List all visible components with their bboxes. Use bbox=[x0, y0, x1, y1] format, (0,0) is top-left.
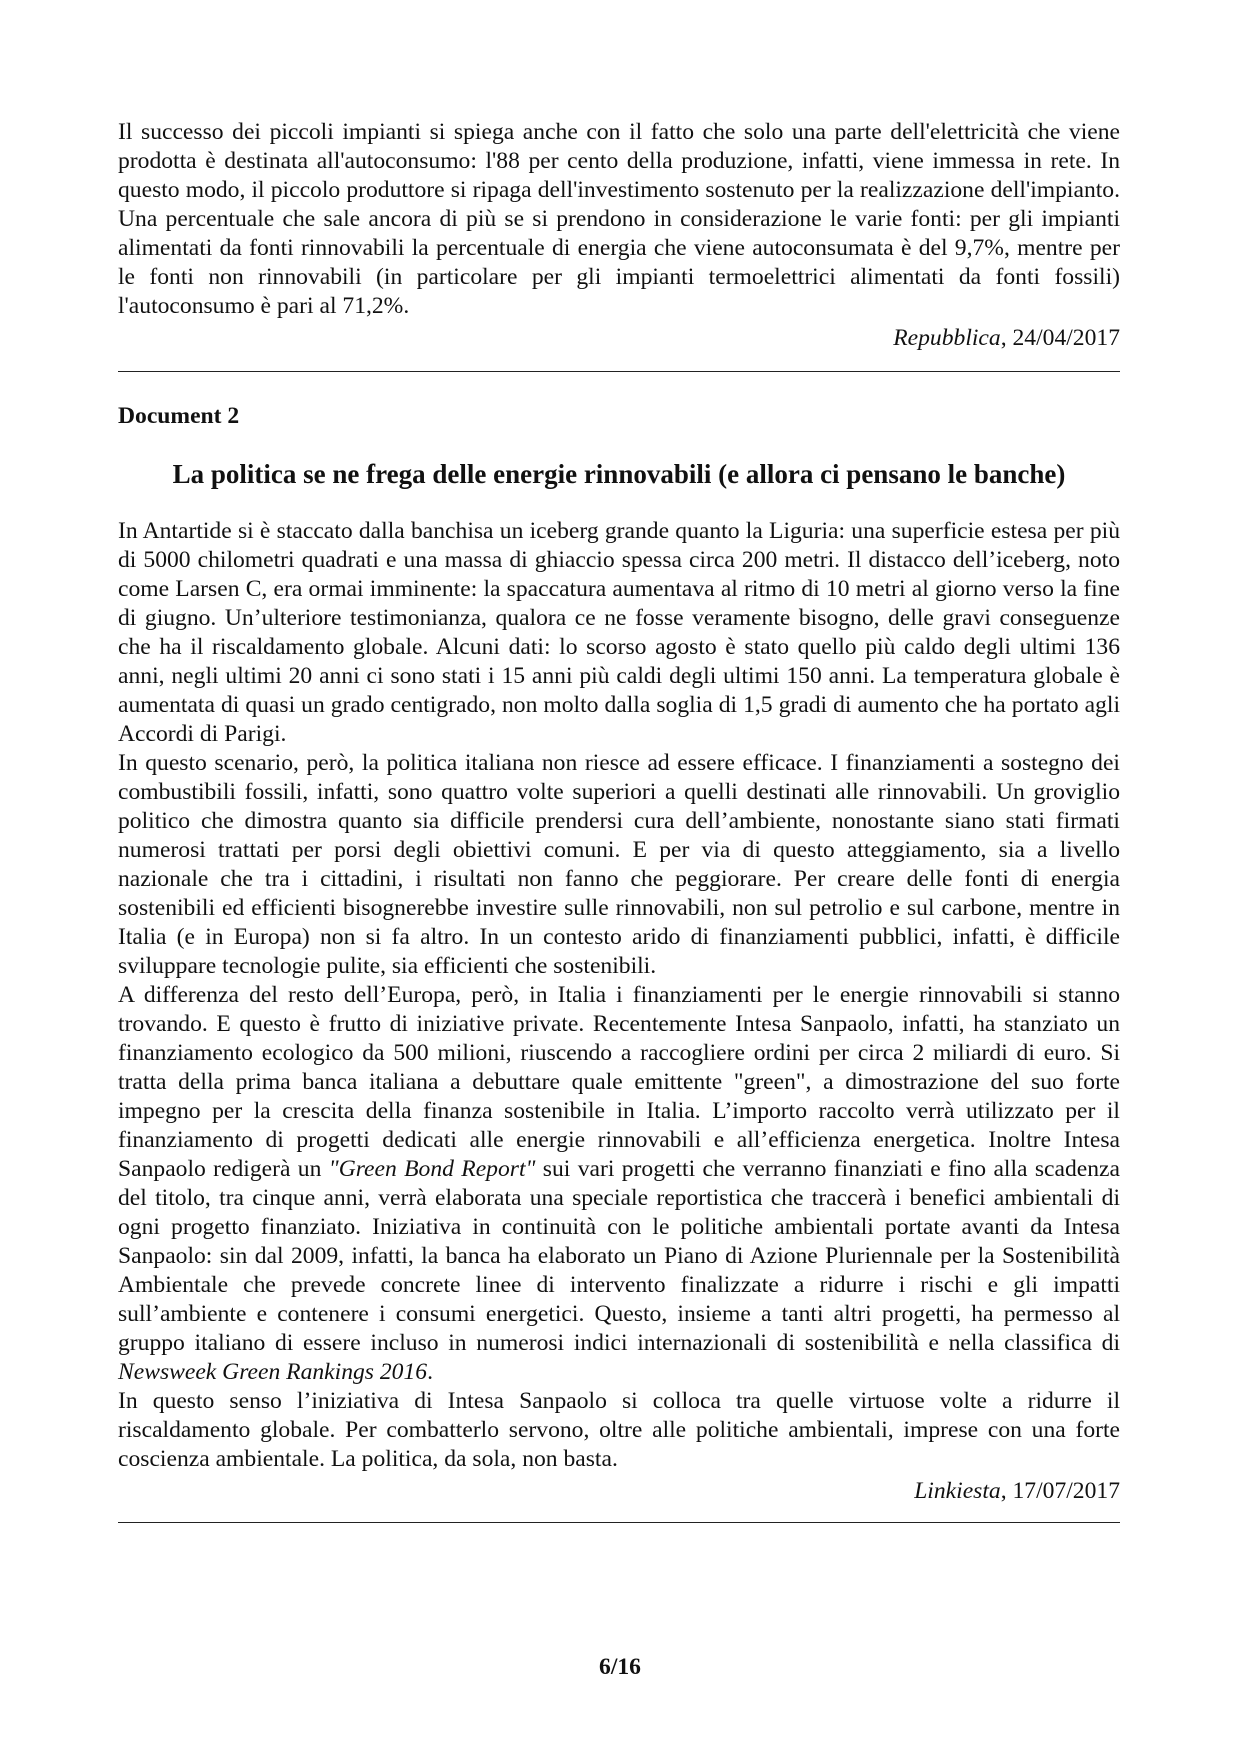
green-bond-report-title: "Green Bond Report" bbox=[328, 1156, 536, 1182]
doc2-paragraph-1: In Antartide si è staccato dalla banchisa un iceberg grande quanto la Liguria: una superficie estesa per più di 5000 chilometri quadrati e una massa di ghiaccio spessa circa 200 metri. Il distacco dell’iceberg, noto come Larsen C, era ormai imminente: la spaccatura aumentava al ritmo di 10 metri al giorno verso la fine di giugno. Un’ulteriore testimonianza, qualora ce ne fosse veramente bisogno, delle gravi conseguenze che ha il riscaldamento globale. Alcuni dati: lo scorso agosto è stato quello più caldo degli ultimi 136 anni, negli ultimi 20 anni ci sono stati i 15 anni più caldi degli ultimi 150 anni. La temperatura globale è aumentata di quasi un grado centigrado, non molto dalla soglia di 1,5 gradi di aumento che ha portato agli Accordi di Parigi. bbox=[118, 518, 1120, 747]
newsweek-rankings-title: Newsweek Green Rankings 2016 bbox=[118, 1359, 428, 1385]
doc2-title: La politica se ne frega delle energie rinnovabili (e allora ci pensano le banche) bbox=[172, 459, 1066, 489]
doc2-paragraph-2: In questo scenario, però, la politica italiana non riesce ad essere efficace. I finanziamenti a sostegno dei combustibili fossili, infatti, sono quattro volte superiori a quelli destinati alle rinnovabili. Un groviglio politico che dimostra quanto sia difficile prendersi cura dell’ambiente, nonostante siano stati firmati numerosi trattati per porsi degli obiettivi comuni. E per via di questo atteggiamento, sia a livello nazionale che tra i cittadini, i risultati non fanno che peggiorare. Per creare delle fonti di energia sostenibili ed efficienti bisognerebbe investire sulle rinnovabili, non sul petrolio e sul carbone, mentre in Italia (e in Europa) non si fa altro. In un contesto arido di finanziamenti pubblici, infatti, è difficile sviluppare tecnologie pulite, sia efficienti che sostenibili. bbox=[118, 750, 1120, 979]
doc2-source bbox=[118, 1477, 1120, 1506]
doc2-paragraph-3-part-1: A differenza del resto dell’Europa, però, in Italia i finanziamenti per le energie rinnovabili si stanno trovando. E questo è frutto di iniziative private. Recentemente Intesa Sanpaolo, infatti, ha stanziato un finanziamento ecologico da 500 milioni, riuscendo a raccogliere ordini per circa 2 miliardi di euro. Si tratta della prima banca italiana a debuttare quale emittente "green", a dimostrazione del suo forte impegno per la crescita della finanza sostenibile in Italia. L’importo raccolto verrà utilizzato per il finanziamento di progetti dedicati alle energie rinnovabili e all’efficienza energetica. Inoltre Intesa Sanpaolo redigerà un bbox=[118, 982, 1120, 1182]
doc1-source bbox=[118, 324, 1120, 353]
doc2-source-publication: Linkiesta bbox=[914, 1478, 1001, 1504]
section-divider-bottom bbox=[118, 1522, 1120, 1523]
doc2-source-date: , 17/07/2017 bbox=[1000, 1478, 1120, 1504]
doc2-paragraph-4: In questo senso l’iniziativa di Intesa Sanpaolo si colloca tra quelle virtuose volte a ridurre il riscaldamento globale. Per combatterlo servono, oltre alle politiche ambientali, imprese con una forte coscienza ambientale. La politica, da sola, non basta. bbox=[118, 1388, 1120, 1472]
doc2-paragraph-3 bbox=[118, 981, 1120, 1387]
page-number: 6/16 bbox=[599, 1654, 641, 1680]
document-page bbox=[118, 118, 1120, 1523]
doc2-paragraph-3-part-2: sui vari progetti che verranno finanziati e fino alla scadenza del titolo, tra cinque anni, verrà elaborata una speciale reportistica che traccerà i benefici ambientali di ogni progetto finanziato. Iniziativa in continuità con le politiche ambientali portate avanti da Intesa Sanpaolo: sin dal 2009, infatti, la banca ha elaborato un Piano di Azione Pluriennale per la Sostenibilità Ambientale che prevede concrete linee di intervento finalizzate a ridurre i rischi e gli impatti sull’ambiente e contenere i consumi energetici. Questo, insieme a tanti altri progetti, ha permesso al gruppo italiano di essere incluso in numerosi indici internazionali di sostenibilità e nella classifica di bbox=[118, 1156, 1120, 1356]
section-divider bbox=[118, 371, 1120, 372]
doc1-source-publication: Repubblica bbox=[893, 325, 1001, 351]
doc1-paragraph: Il successo dei piccoli impianti si spiega anche con il fatto che solo una parte dell'elettricità che viene prodotta è destinata all'autoconsumo: l'88 per cento della produzione, infatti, viene immessa in rete. In questo modo, il piccolo produttore si ripaga dell'investimento sostenuto per la realizzazione dell'impianto. Una percentuale che sale ancora di più se si prendono in considerazione le varie fonti: per gli impianti alimentati da fonti rinnovabili la percentuale di energia che viene autoconsumata è del 9,7%, mentre per le fonti non rinnovabili (in particolare per gli impianti termoelettrici alimentati da fonti fossili) l'autoconsumo è pari al 71,2%. bbox=[118, 119, 1120, 319]
doc2-paragraph-3-end: . bbox=[427, 1359, 433, 1385]
doc1-source-date: , 24/04/2017 bbox=[1000, 325, 1120, 351]
doc2-label: Document 2 bbox=[118, 403, 240, 429]
